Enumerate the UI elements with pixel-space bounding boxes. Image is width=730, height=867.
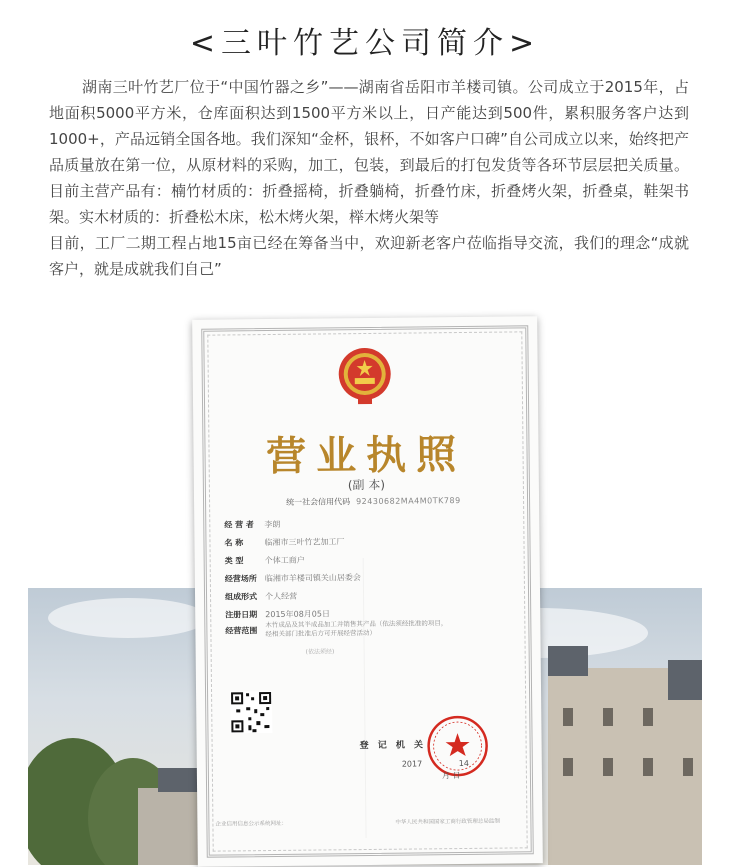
business-scope-value: 木竹成品及其半成品加工并销售其产品（依法须经批准的项目，经相关部门批准后方可开展经营活动）	[265, 619, 448, 639]
national-emblem-icon	[335, 346, 394, 407]
credit-code-label: 统一社会信用代码	[286, 497, 351, 507]
credit-code-row	[286, 495, 461, 508]
field-label: 经营场所	[224, 574, 257, 584]
intro-paragraph-1: 湖南三叶竹艺厂位于“中国竹器之乡”——湖南省岳阳市羊楼司镇。公司成立于2015年，占地面积5000平方米，仓库面积达到1500平方米以上，日产能达到500件，累积服务客户达到1000+，产品远销全国各地。我们深知“金杯，银杯，不如客户口碑”自公司成立以来，始终把产品质量放在第一位，从原材料的采购，加工，包装，到最后的打包发货等各环节层层把关质量。目前主营产品有：楠竹材质的：折叠摇椅，折叠躺椅，折叠竹床，折叠烤火架，折叠桌，鞋架书架。实木材质的：折叠松木床，松木烤火架，榉木烤火架等	[49, 78, 689, 226]
business-license	[192, 316, 543, 867]
license-subtitle: (副 本)	[347, 477, 386, 493]
field-value: 2015年08月05日	[265, 609, 330, 620]
intro-paragraph-2: 目前，工厂二期工程占地15亩已经在筹备当中，欢迎新老客户莅临指导交流，我们的理念“成就客户，就是成就我们自己”	[49, 234, 689, 278]
field-value: 临湘市三叶竹艺加工厂	[264, 537, 345, 548]
page-title: <三叶竹艺公司简介>	[189, 26, 541, 61]
issue-month-day: 月 日	[441, 771, 461, 781]
field-value: 临湘市羊楼司镇关山居委会	[264, 573, 361, 584]
field-registration-date	[225, 608, 330, 620]
field-label: 名 称	[224, 538, 244, 548]
field-value: 个体工商户	[264, 555, 305, 566]
field-label: 经营范围	[225, 626, 258, 636]
field-name	[224, 536, 344, 548]
company-intro	[49, 74, 689, 282]
footer-right-text: 中华人民共和国国家工商行政管理总局监制	[395, 818, 500, 826]
issue-day: 14	[458, 758, 469, 769]
field-label: 经 营 者	[224, 520, 254, 530]
registration-authority-label: 登 记 机 关	[359, 740, 427, 752]
field-business-scope	[225, 625, 263, 636]
issue-year: 2017	[401, 759, 423, 769]
field-label: 组成形式	[225, 592, 258, 602]
field-operator	[224, 519, 280, 531]
issue-date	[402, 759, 469, 782]
credit-code-value: 92430682MA4M0TK789	[356, 496, 461, 507]
field-composition	[225, 591, 297, 603]
field-value: 个人经营	[265, 591, 298, 602]
field-premises	[225, 572, 361, 584]
scope-note: (依法须经)	[305, 648, 335, 656]
field-label: 注册日期	[225, 610, 258, 620]
field-value: 李朗	[264, 519, 281, 530]
footer-left-text: 企业信用信息公示系统网址：	[215, 820, 287, 828]
field-type	[225, 555, 305, 567]
license-title: 营业执照	[265, 430, 467, 481]
field-label: 类 型	[224, 556, 244, 566]
qr-code-icon	[230, 691, 272, 733]
